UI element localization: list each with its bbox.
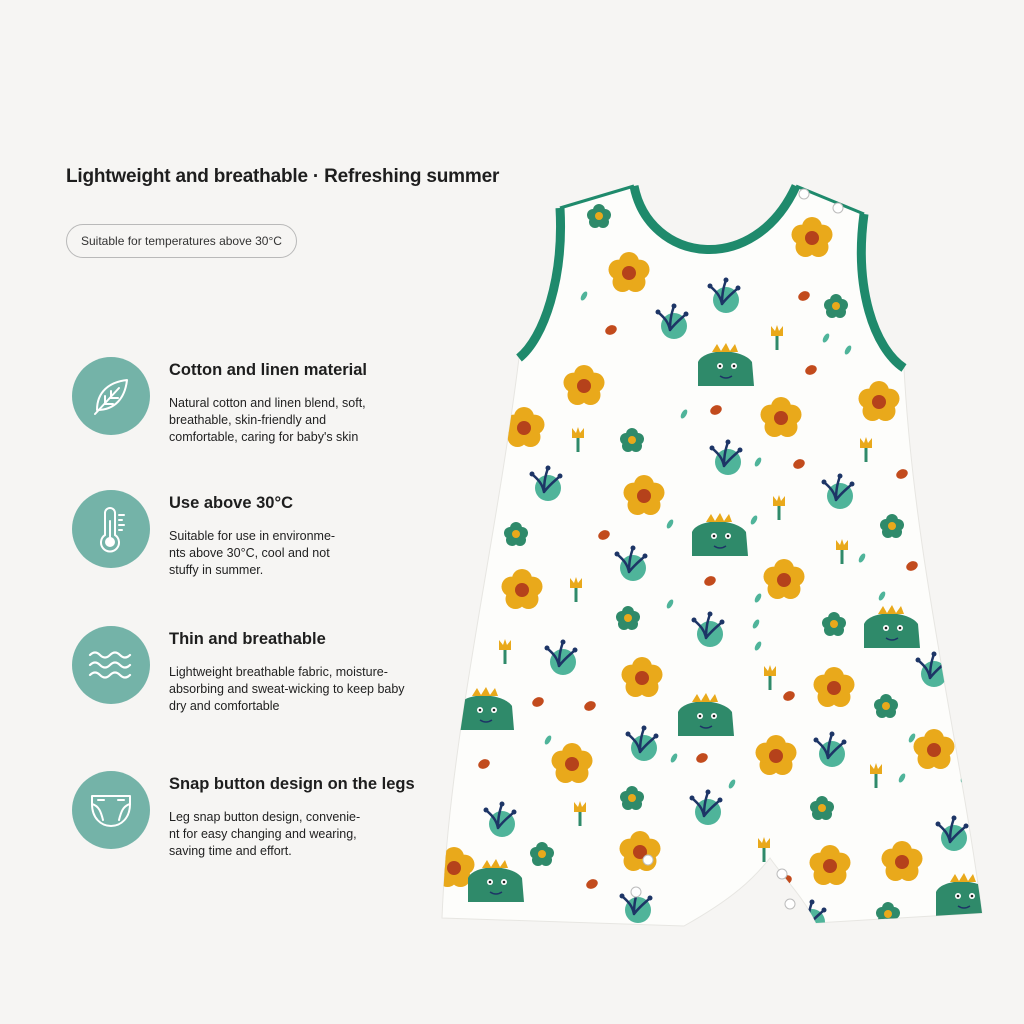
- feature-description: Suitable for use in environme- nts above 30°C, cool and not stuffy in summer.: [169, 529, 336, 577]
- feature-description: Leg snap button design, convenie- nt for easy changing and wearing, saving time and effort.: [169, 810, 361, 858]
- feature-title: Use above 30°C: [169, 494, 293, 512]
- feature-title: Cotton and linen material: [169, 361, 368, 379]
- feature-title: Thin and breathable: [169, 630, 326, 648]
- diaper-icon: [72, 771, 150, 849]
- headline: Lightweight and breathable · Refreshing summer: [66, 166, 500, 187]
- leaf-icon: [72, 357, 150, 435]
- thermometer-icon: [72, 490, 150, 568]
- feature-description: Lightweight breathable fabric, moisture- absorbing and sweat-wicking to keep baby dry and comfortable: [169, 665, 405, 713]
- feature-title: Snap button design on the legs: [169, 775, 415, 793]
- waves-icon: [72, 626, 150, 704]
- romper-illustration: [434, 178, 994, 943]
- temperature-pill: Suitable for temperatures above 30°C: [66, 224, 297, 258]
- feature-description: Natural cotton and linen blend, soft, breathable, skin-friendly and comfortable, caring for baby's skin: [169, 396, 366, 444]
